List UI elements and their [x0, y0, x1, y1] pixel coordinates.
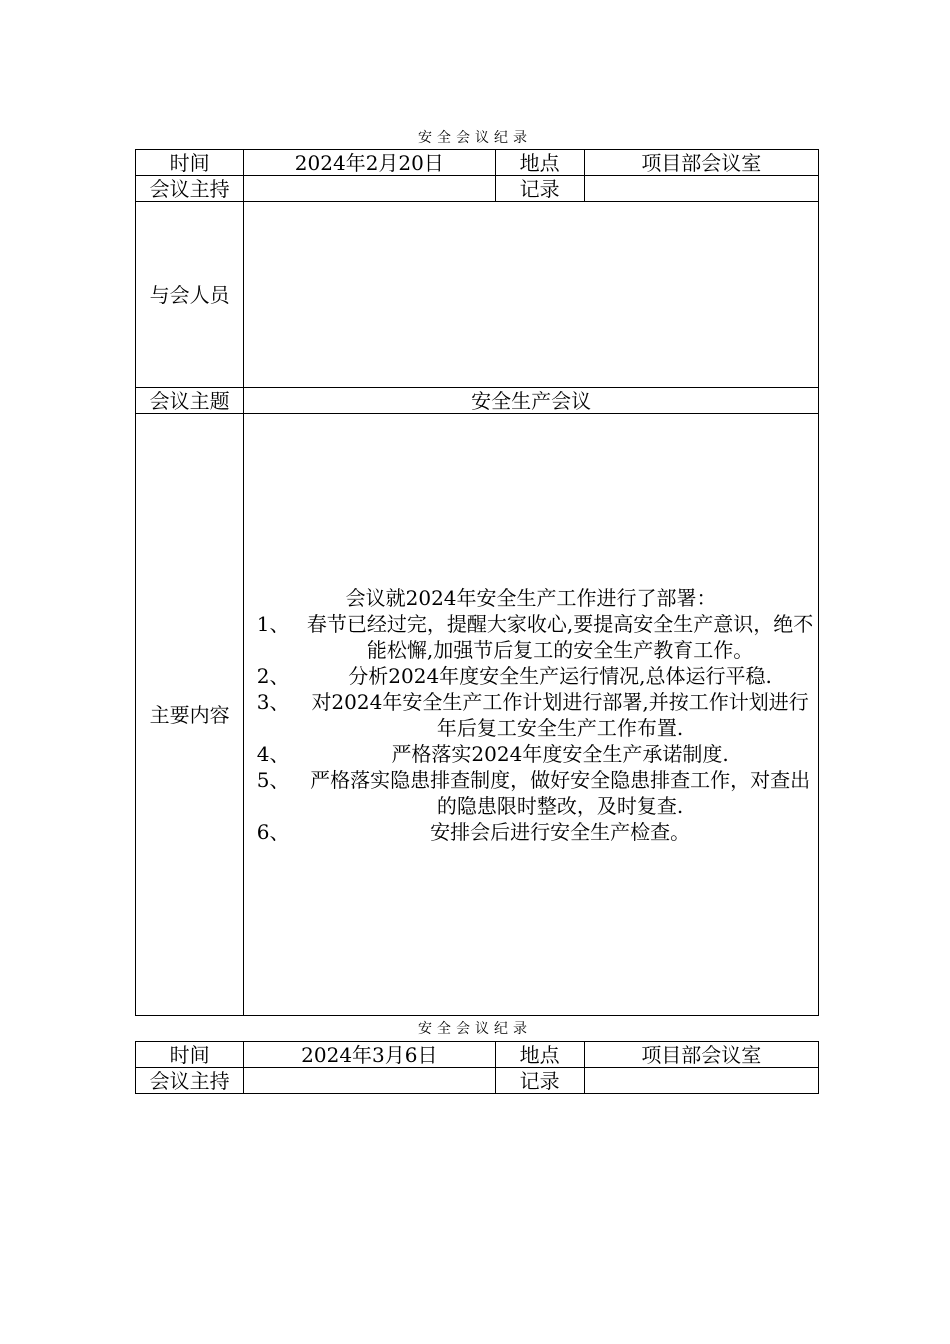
list-item	[244, 741, 818, 767]
topic-value: 安全生产会议	[244, 388, 819, 414]
host-value	[244, 176, 495, 202]
meeting-record-table	[135, 149, 819, 1016]
list-item	[244, 767, 818, 819]
recorder-value	[584, 176, 818, 202]
location-label: 地点	[495, 1042, 584, 1068]
page-title-2: 安全会议纪录	[418, 1021, 532, 1037]
recorder-label: 记录	[495, 176, 584, 202]
list-item	[244, 819, 818, 845]
time-label: 时间	[136, 150, 244, 176]
recorder-label: 记录	[495, 1068, 584, 1094]
list-item	[244, 663, 818, 689]
item-text: 对2024年安全生产工作计划进行部署,并按工作计划进行年后复工安全生产工作布置.	[311, 689, 809, 740]
item-number: 2、	[256, 663, 290, 688]
host-label: 会议主持	[136, 176, 244, 202]
content-body	[244, 414, 819, 1016]
location-label: 地点	[495, 150, 584, 176]
location-value: 项目部会议室	[584, 150, 818, 176]
recorder-value	[584, 1068, 818, 1094]
meeting-record-table-2	[135, 1041, 819, 1094]
attendees-label: 与会人员	[136, 202, 244, 388]
time-value: 2024年3月6日	[244, 1042, 495, 1068]
page-title: 安全会议纪录	[418, 130, 532, 146]
content-intro: 会议就2024年安全生产工作进行了部署：	[345, 585, 717, 610]
item-number: 5、	[256, 767, 290, 792]
item-number: 1、	[256, 611, 290, 636]
item-text: 春节已经过完，提醒大家收心,要提高安全生产意识，绝不能松懈,加强节后复工的安全生产教育工作。	[306, 611, 814, 662]
content-list	[244, 611, 818, 845]
time-value: 2024年2月20日	[244, 150, 495, 176]
content-label: 主要内容	[136, 414, 244, 1016]
time-label: 时间	[136, 1042, 244, 1068]
list-item	[244, 611, 818, 663]
item-text: 严格落实隐患排查制度，做好安全隐患排查工作，对查出的隐患限时整改，及时复查.	[310, 767, 811, 818]
item-number: 3、	[256, 689, 290, 714]
list-item	[244, 689, 818, 741]
topic-label: 会议主题	[136, 388, 244, 414]
host-value	[244, 1068, 495, 1094]
item-number: 4、	[256, 741, 290, 766]
item-number: 6、	[256, 819, 290, 844]
item-text: 分析2024年度安全生产运行情况,总体运行平稳.	[348, 663, 772, 688]
item-text: 安排会后进行安全生产检查。	[430, 819, 691, 844]
attendees-value	[244, 202, 819, 388]
host-label: 会议主持	[136, 1068, 244, 1094]
item-text: 严格落实2024年度安全生产承诺制度.	[391, 741, 729, 766]
location-value: 项目部会议室	[584, 1042, 818, 1068]
